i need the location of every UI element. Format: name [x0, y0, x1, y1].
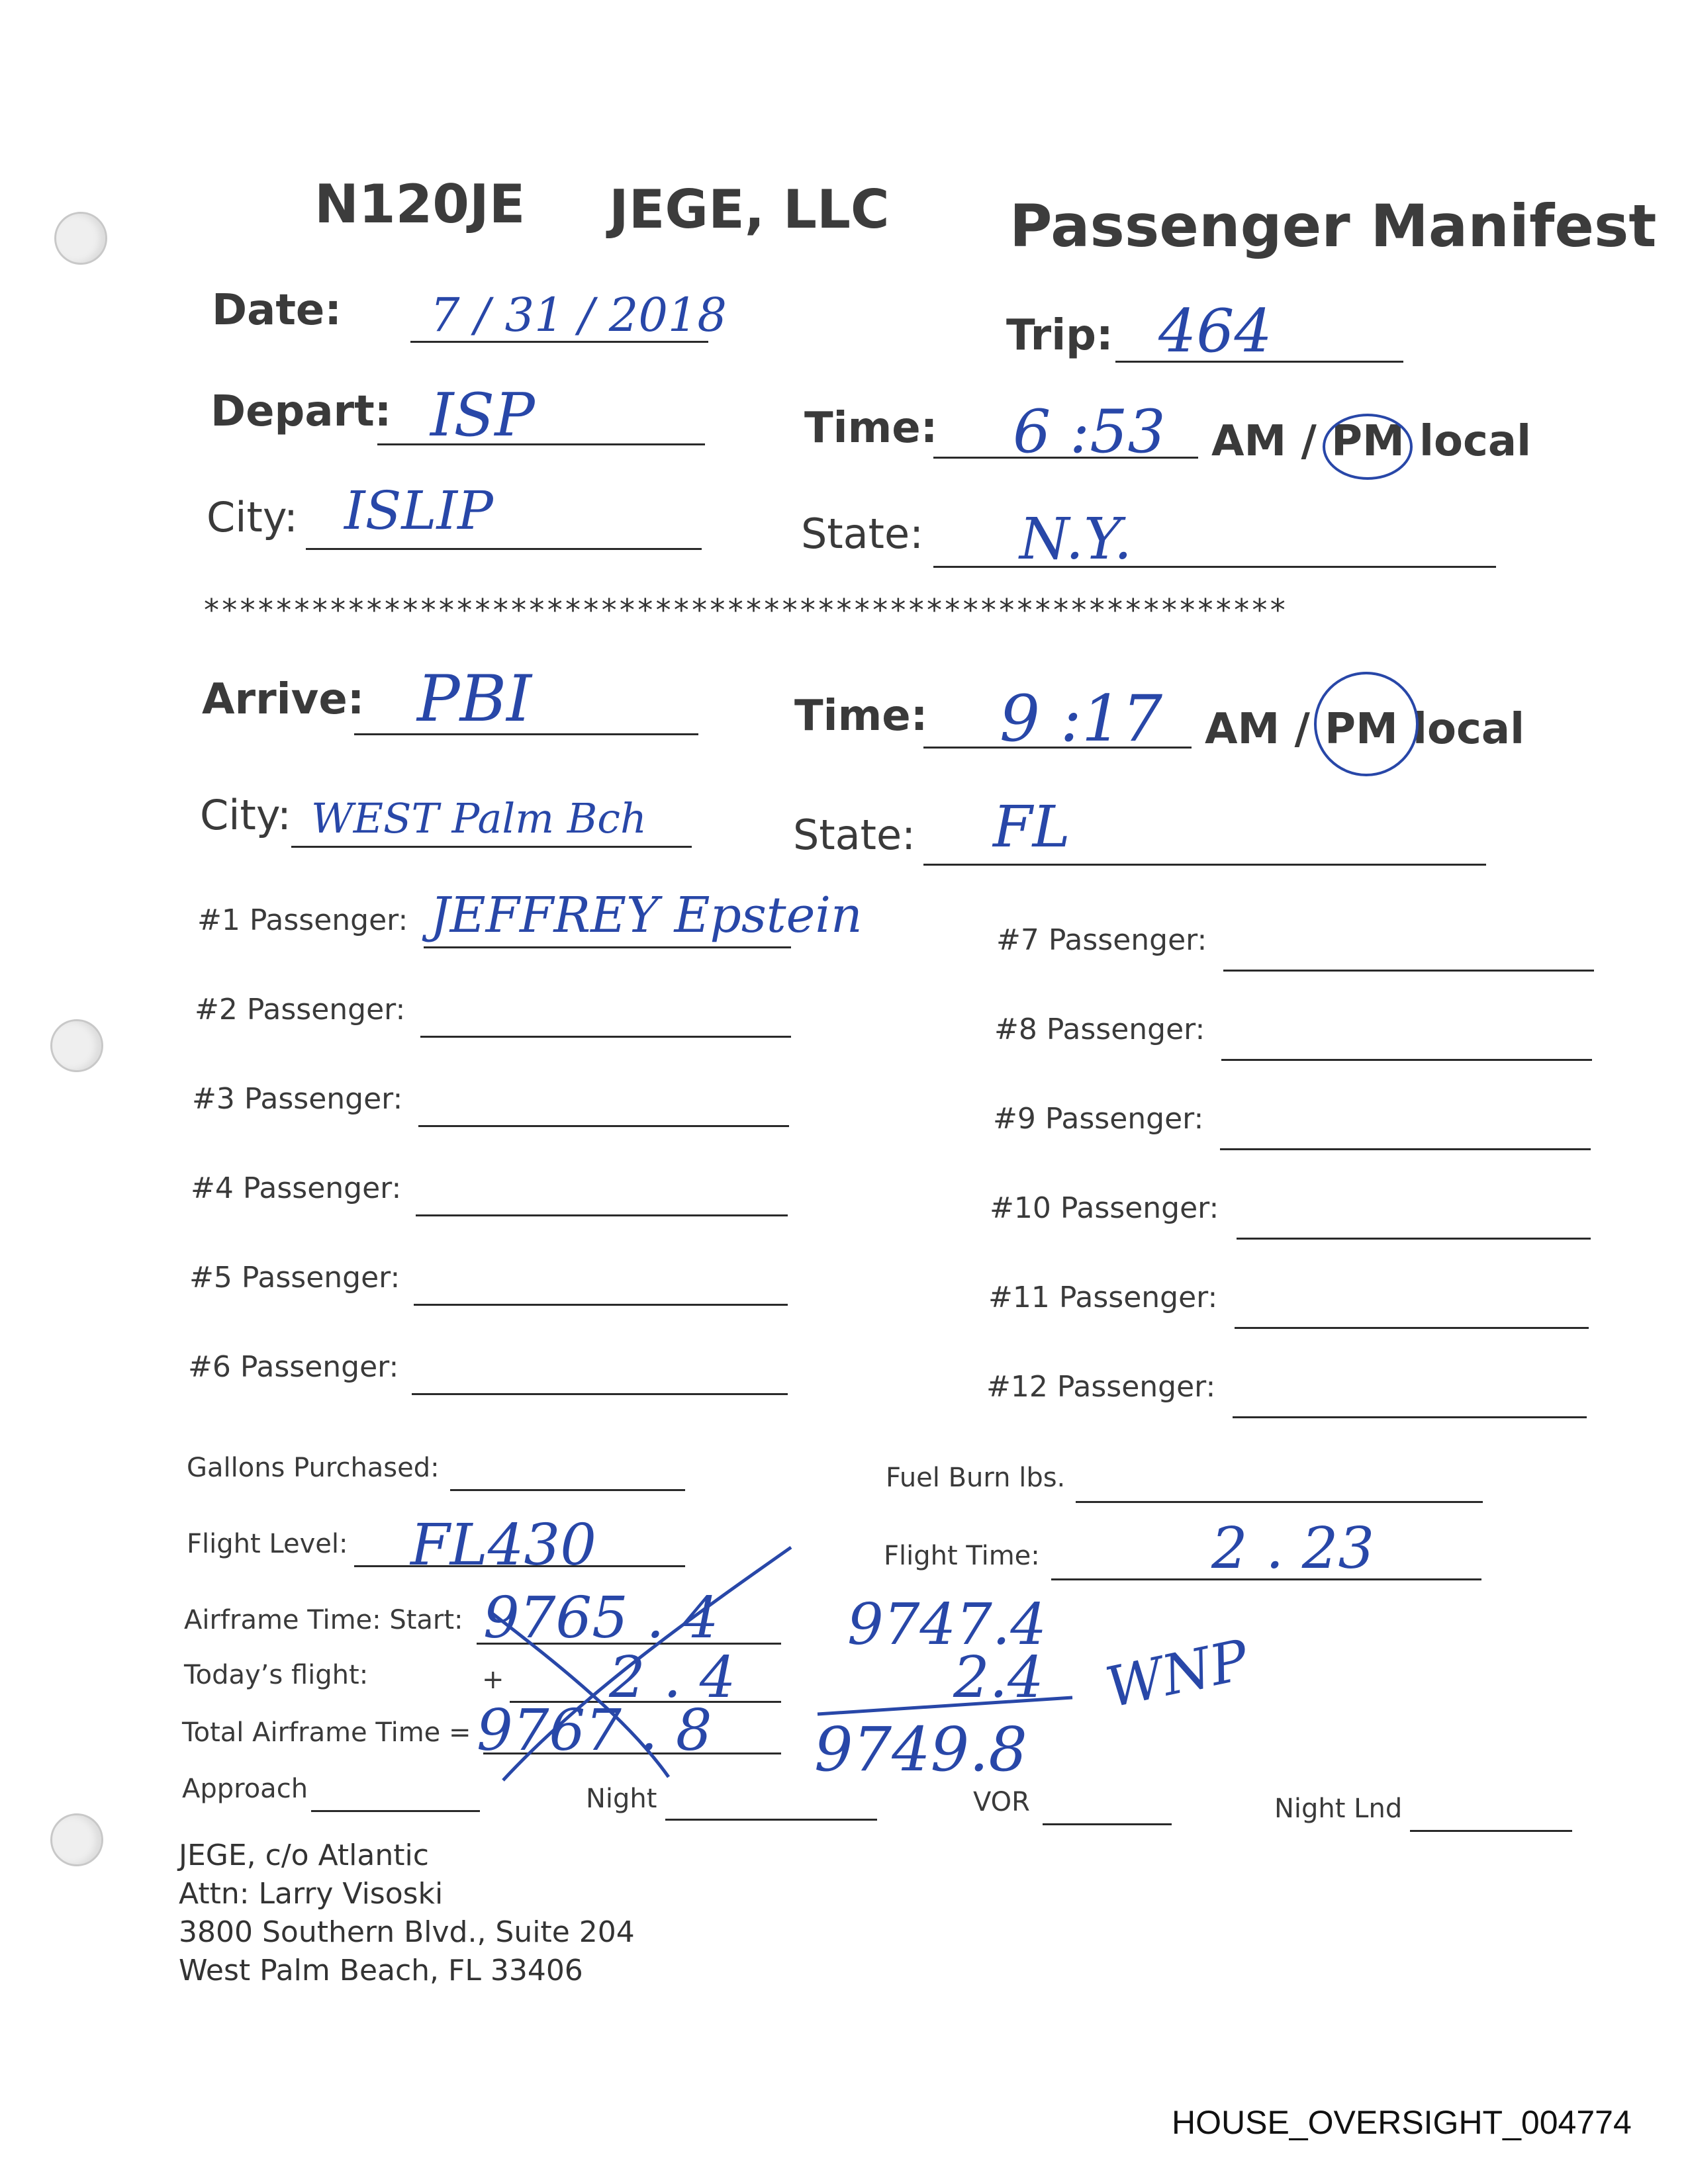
date-value: 7 / 31 / 2018 — [430, 288, 727, 342]
passenger-8-label: #8 Passenger: — [994, 1013, 1205, 1046]
total-crossed-value: 9767 . 8 — [477, 1698, 712, 1764]
arrive-value: PBI — [417, 662, 532, 736]
total-airframe-label: Total Airframe Time = — [182, 1717, 471, 1748]
tail-number: N120JE — [314, 173, 526, 235]
calc-total-value: 9749.8 — [814, 1714, 1027, 1785]
passenger-4-label: #4 Passenger: — [191, 1171, 402, 1205]
depart-ampm-local: AM / PM local — [1211, 417, 1531, 466]
approach-label: Approach — [182, 1774, 308, 1804]
todays-flight-label: Today’s flight: — [184, 1660, 369, 1690]
arrive-state-label: State: — [793, 811, 916, 859]
passenger-1-label: #1 Passenger: — [197, 903, 408, 937]
address-line-4: West Palm Beach, FL 33406 — [179, 1954, 583, 1987]
passenger-9-label: #9 Passenger: — [993, 1102, 1204, 1136]
trip-label: Trip: — [1006, 311, 1113, 360]
crossout-stroke-1 — [490, 1612, 669, 1777]
address-line-3: 3800 Southern Blvd., Suite 204 — [179, 1915, 635, 1949]
passenger-11-label: #11 Passenger: — [988, 1281, 1218, 1314]
depart-city-value: ISLIP — [344, 480, 493, 541]
trip-value: 464 — [1158, 296, 1272, 366]
airframe-start-label: Airframe Time: Start: — [184, 1605, 463, 1635]
company-name: JEGE, LLC — [609, 179, 890, 240]
night-lnd-line — [1410, 1830, 1572, 1832]
depart-state-value: N.Y. — [1019, 506, 1133, 572]
passenger-1-value: JEFFREY Epstein — [430, 887, 863, 944]
vor-line — [1043, 1823, 1172, 1825]
form-title: Passenger Manifest — [1009, 192, 1657, 260]
depart-label: Depart: — [211, 387, 392, 436]
approach-line — [311, 1810, 480, 1812]
arrive-state-value: FL — [993, 794, 1070, 860]
depart-state-label: State: — [801, 510, 924, 558]
address-line-2: Attn: Larry Visoski — [179, 1877, 444, 1911]
gallons-label: Gallons Purchased: — [187, 1453, 440, 1483]
fuel-burn-label: Fuel Burn lbs. — [886, 1463, 1066, 1493]
todays-flight-crossed-value: 2 . 4 — [609, 1645, 736, 1711]
passenger-2-label: #2 Passenger: — [195, 993, 406, 1026]
night-line — [665, 1819, 877, 1821]
star-divider: ************************************************************ — [204, 592, 1288, 628]
flight-time-value: 2 . 23 — [1211, 1516, 1375, 1582]
airframe-start-crossed-value: 9765 . 4 — [483, 1585, 719, 1651]
calc-start-value: 9747.4 — [847, 1592, 1047, 1658]
initials-value: WNP — [1100, 1627, 1254, 1721]
arrive-time-label: Time: — [794, 692, 928, 741]
passenger-7-label: #7 Passenger: — [996, 923, 1207, 957]
night-lnd-label: Night Lnd — [1274, 1794, 1403, 1824]
calc-today-value: 2.4 — [953, 1645, 1044, 1711]
address-line-1: JEGE, c/o Atlantic — [179, 1839, 429, 1872]
passenger-5-label: #5 Passenger: — [189, 1261, 400, 1295]
crossout-stroke-2 — [503, 1547, 791, 1780]
passenger-3-label: #3 Passenger: — [192, 1082, 403, 1116]
flight-level-label: Flight Level: — [187, 1529, 348, 1559]
depart-time-value: 6 :53 — [1013, 397, 1166, 467]
bates-number: HOUSE_OVERSIGHT_004774 — [1172, 2104, 1632, 2141]
flight-time-label: Flight Time: — [884, 1541, 1040, 1571]
passenger-6-label: #6 Passenger: — [188, 1350, 399, 1384]
depart-city-label: City: — [207, 493, 298, 541]
flight-level-value: FL430 — [410, 1512, 596, 1578]
date-label: Date: — [212, 286, 342, 335]
todays-flight-plus: + — [482, 1664, 504, 1695]
address-block — [179, 1837, 635, 1990]
sum-line-stroke — [818, 1698, 1072, 1714]
arrive-ampm-local: AM / PM local — [1205, 705, 1524, 754]
arrive-city-label: City: — [200, 791, 291, 839]
arrive-time-value: 9 :17 — [1000, 682, 1163, 756]
depart-time-label: Time: — [804, 404, 938, 453]
passenger-12-label: #12 Passenger: — [986, 1370, 1216, 1404]
night-label: Night — [586, 1784, 657, 1814]
depart-value: ISP — [430, 381, 535, 450]
arrive-label: Arrive: — [202, 675, 365, 724]
passenger-10-label: #10 Passenger: — [990, 1191, 1219, 1225]
arrive-city-value: WEST Palm Bch — [311, 794, 647, 842]
vor-label: VOR — [973, 1787, 1030, 1817]
